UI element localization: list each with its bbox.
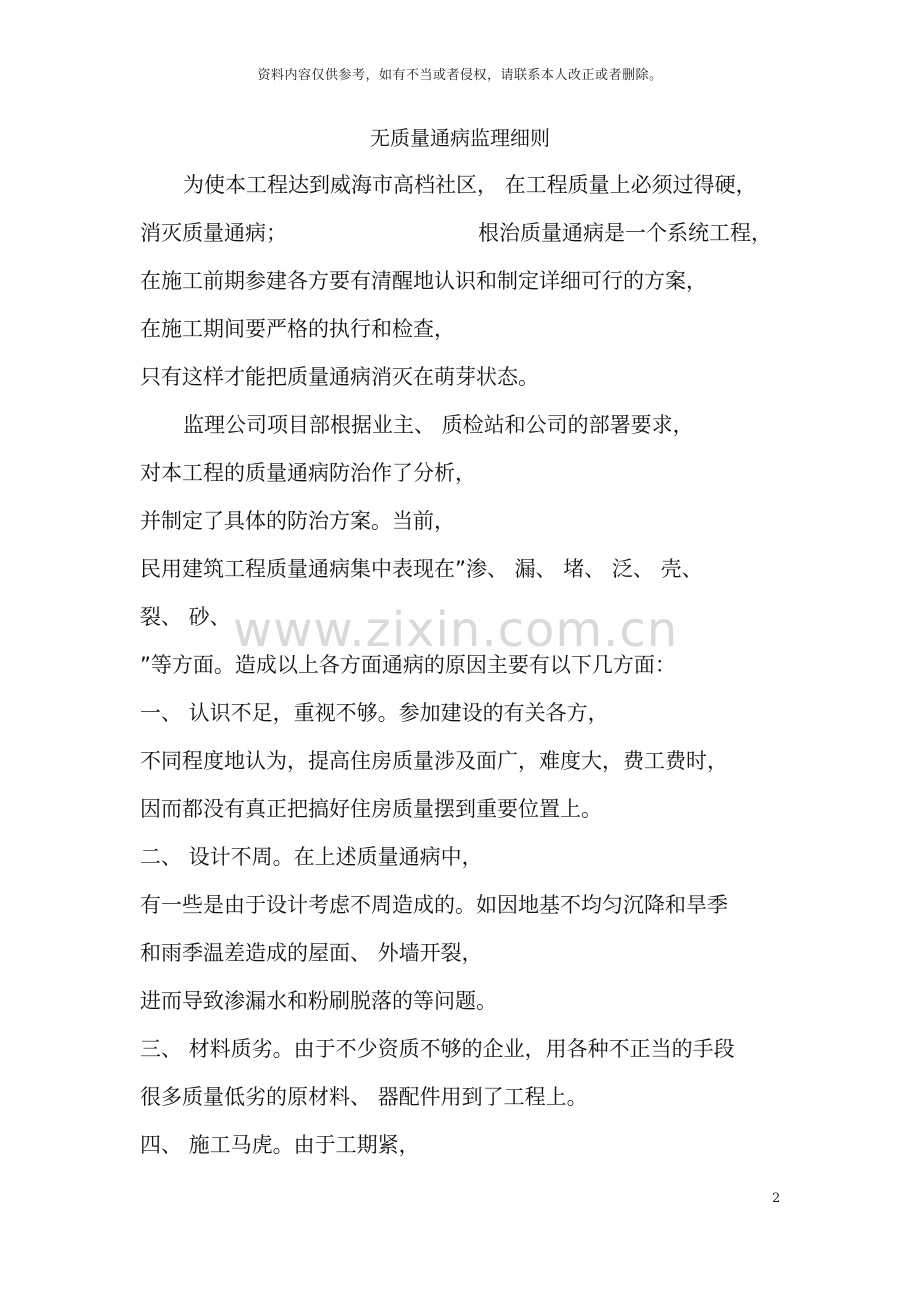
paragraph-line: 不同程度地认为，提高住房质量涉及面广，难度大，费工费时， <box>140 749 728 773</box>
paragraph-line: 进而导致渗漏水和粉刷脱落的等问题。 <box>140 989 497 1013</box>
paragraph-line: 二、 设计不周。在上述质量通病中， <box>140 845 483 869</box>
disclaimer-header: 资料内容仅供参考，如有不当或者侵权，请联系本人改正或者删除。 <box>257 68 663 83</box>
paragraph-line: 很多质量低劣的原材料、 器配件用到了工程上。 <box>140 1085 588 1109</box>
paragraph-line: 只有这样才能把质量通病消灭在萌芽状态。 <box>140 365 539 389</box>
paragraph-line: 为使本工程达到威海市高档社区， 在工程质量上必须过得硬， <box>183 173 757 197</box>
paragraph-line: 在施工期间要严格的执行和检查， <box>140 317 455 341</box>
paragraph-line: ”等方面。造成以上各方面通病的原因主要有以下几方面： <box>140 653 676 677</box>
paragraph-line: 四、 施工马虎。由于工期紧， <box>140 1133 420 1157</box>
paragraph-line: 和雨季温差造成的屋面、 外墙开裂， <box>140 941 483 965</box>
paragraph-line: 并制定了具体的防治方案。当前， <box>140 509 455 533</box>
paragraph-line: 有一些是由于设计考虑不周造成的。如因地基不均匀沉降和旱季 <box>140 893 728 917</box>
document-title: 无质量通病监理细则 <box>370 126 550 150</box>
page-number: 2 <box>772 1191 781 1206</box>
paragraph-line: 因而都没有真正把搞好住房质量摆到重要位置上。 <box>140 797 602 821</box>
paragraph-line: 在施工前期参建各方要有清醒地认识和制定详细可行的方案， <box>140 269 707 293</box>
paragraph-line: 监理公司项目部根据业主、 质检站和公司的部署要求， <box>183 413 694 437</box>
paragraph-line: 裂、 砂、 <box>140 605 231 629</box>
watermark: www.zixin.com.cn <box>233 602 679 658</box>
paragraph-line: 对本工程的质量通病防治作了分析， <box>140 461 476 485</box>
paragraph-line: 民用建筑工程质量通病集中表现在”渗、 漏、 堵、 泛、 壳、 <box>140 557 703 581</box>
paragraph-line: 一、 认识不足，重视不够。参加建设的有关各方， <box>140 701 609 725</box>
paragraph-line: 三、 材料质劣。由于不少资质不够的企业，用各种不正当的手段 <box>140 1037 735 1061</box>
paragraph-line: 消灭质量通病； <box>140 221 287 245</box>
paragraph-line: 根治质量通病是一个系统工程， <box>478 221 772 245</box>
